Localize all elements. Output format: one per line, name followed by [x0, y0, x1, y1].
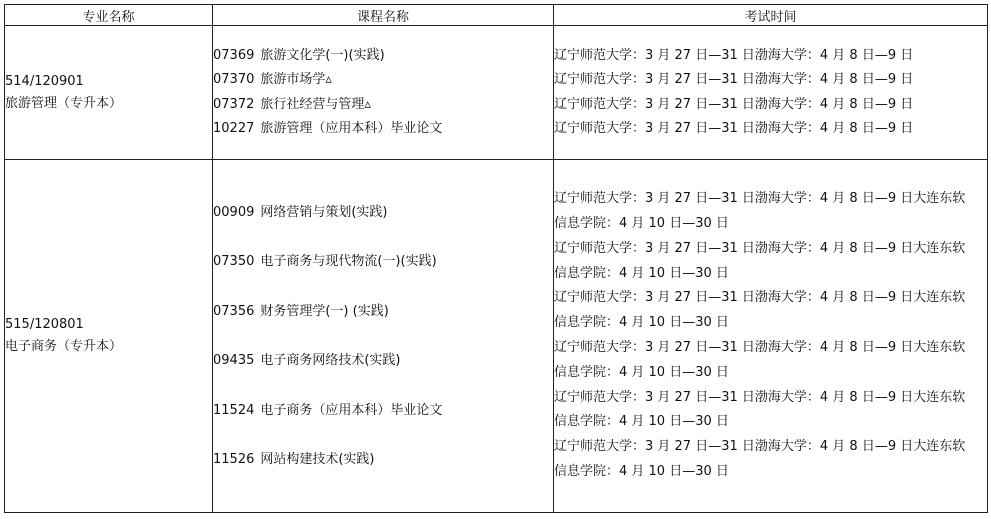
- major-cell: [5, 160, 213, 513]
- courses-cell: [213, 160, 554, 513]
- exam-time-cell: [554, 160, 988, 513]
- course-item: [213, 237, 553, 287]
- header-row: [5, 5, 988, 26]
- table-row: [5, 26, 988, 160]
- course-code: 07372: [213, 96, 255, 112]
- course-item: [213, 68, 553, 93]
- course-item: [213, 287, 553, 337]
- course-code: 07350: [213, 254, 255, 269]
- exam-time-line: 辽宁师范大学：3 月 27 日—31 日渤海大学：4 月 8 日—9 日: [554, 47, 914, 63]
- course-name: 旅游管理（应用本科）毕业论文: [260, 121, 443, 136]
- course-code: 00909: [213, 204, 255, 220]
- exam-time-line: 辽宁师范大学：3 月 27 日—31 日渤海大学：4 月 8 日—9 日: [554, 96, 914, 112]
- major-code: 514/120901: [5, 73, 84, 89]
- exam-time-line: 辽宁师范大学：3 月 27 日—31 日渤海大学：4 月 8 日—9 日大连东软: [554, 389, 966, 405]
- major-cell: [5, 26, 213, 160]
- exam-time-line: 信息学院：4 月 10 日—30 日: [554, 216, 729, 232]
- course-code: 11524: [213, 402, 255, 418]
- course-item: [213, 93, 553, 118]
- course-item: [213, 336, 553, 386]
- exam-time-line: 辽宁师范大学：3 月 27 日—31 日渤海大学：4 月 8 日—9 日大连东软: [554, 340, 966, 355]
- header-course: 课程名称: [213, 5, 554, 26]
- table-row: [5, 160, 988, 513]
- course-name: 网站构建技术(实践): [260, 452, 375, 467]
- header-exam-time: 考试时间: [554, 5, 988, 26]
- course-name: 电子商务网络技术(实践): [260, 353, 401, 368]
- course-name: 电子商务（应用本科）毕业论文: [260, 402, 443, 418]
- exam-time-line: 信息学院：4 月 10 日—30 日: [554, 315, 729, 331]
- exam-time-line: 辽宁师范大学：3 月 27 日—31 日渤海大学：4 月 8 日—9 日: [554, 121, 914, 136]
- course-item: [213, 44, 553, 69]
- exam-time-line: 辽宁师范大学：3 月 27 日—31 日渤海大学：4 月 8 日—9 日: [554, 72, 914, 87]
- exam-time-line: 信息学院：4 月 10 日—30 日: [554, 414, 729, 430]
- exam-time-line: 辽宁师范大学：3 月 27 日—31 日渤海大学：4 月 8 日—9 日大连东软: [554, 191, 966, 207]
- exam-time-line: 辽宁师范大学：3 月 27 日—31 日渤海大学：4 月 8 日—9 日大连东软: [554, 290, 966, 306]
- exam-time-line: 辽宁师范大学：3 月 27 日—31 日渤海大学：4 月 8 日—9 日大连东软: [554, 240, 966, 256]
- course-code: 09435: [213, 353, 255, 368]
- course-name: 旅行社经营与管理▵: [260, 96, 371, 112]
- course-code: 07356: [213, 303, 255, 319]
- exam-time-line: 信息学院：4 月 10 日—30 日: [554, 265, 729, 281]
- course-code: 10227: [213, 121, 255, 136]
- exam-time-line: 信息学院：4 月 10 日—30 日: [554, 463, 729, 479]
- course-item: [213, 435, 553, 485]
- exam-time-line: 信息学院：4 月 10 日—30 日: [554, 364, 729, 380]
- exam-time-line: 辽宁师范大学：3 月 27 日—31 日渤海大学：4 月 8 日—9 日大连东软: [554, 439, 966, 455]
- header-major: 专业名称: [5, 5, 213, 26]
- major-name: 旅游管理（专升本）: [5, 95, 123, 111]
- exam-schedule-table: [4, 4, 988, 513]
- course-name: 网络营销与策划(实践): [260, 204, 388, 220]
- course-code: 11526: [213, 452, 255, 467]
- course-item: [213, 386, 553, 436]
- course-code: 07370: [213, 72, 255, 87]
- course-name: 电子商务与现代物流(一)(实践): [260, 254, 437, 269]
- exam-time-cell: [554, 26, 988, 160]
- course-code: 07369: [213, 47, 255, 63]
- course-name: 财务管理学(一) (实践): [260, 303, 389, 319]
- major-name: 电子商务（专升本）: [5, 339, 123, 354]
- course-name: 旅游文化学(一)(实践): [260, 47, 385, 63]
- course-name: 旅游市场学▵: [260, 72, 332, 87]
- course-item: [213, 188, 553, 238]
- courses-cell: [213, 26, 554, 160]
- course-item: [213, 117, 553, 142]
- major-code: 515/120801: [5, 317, 84, 332]
